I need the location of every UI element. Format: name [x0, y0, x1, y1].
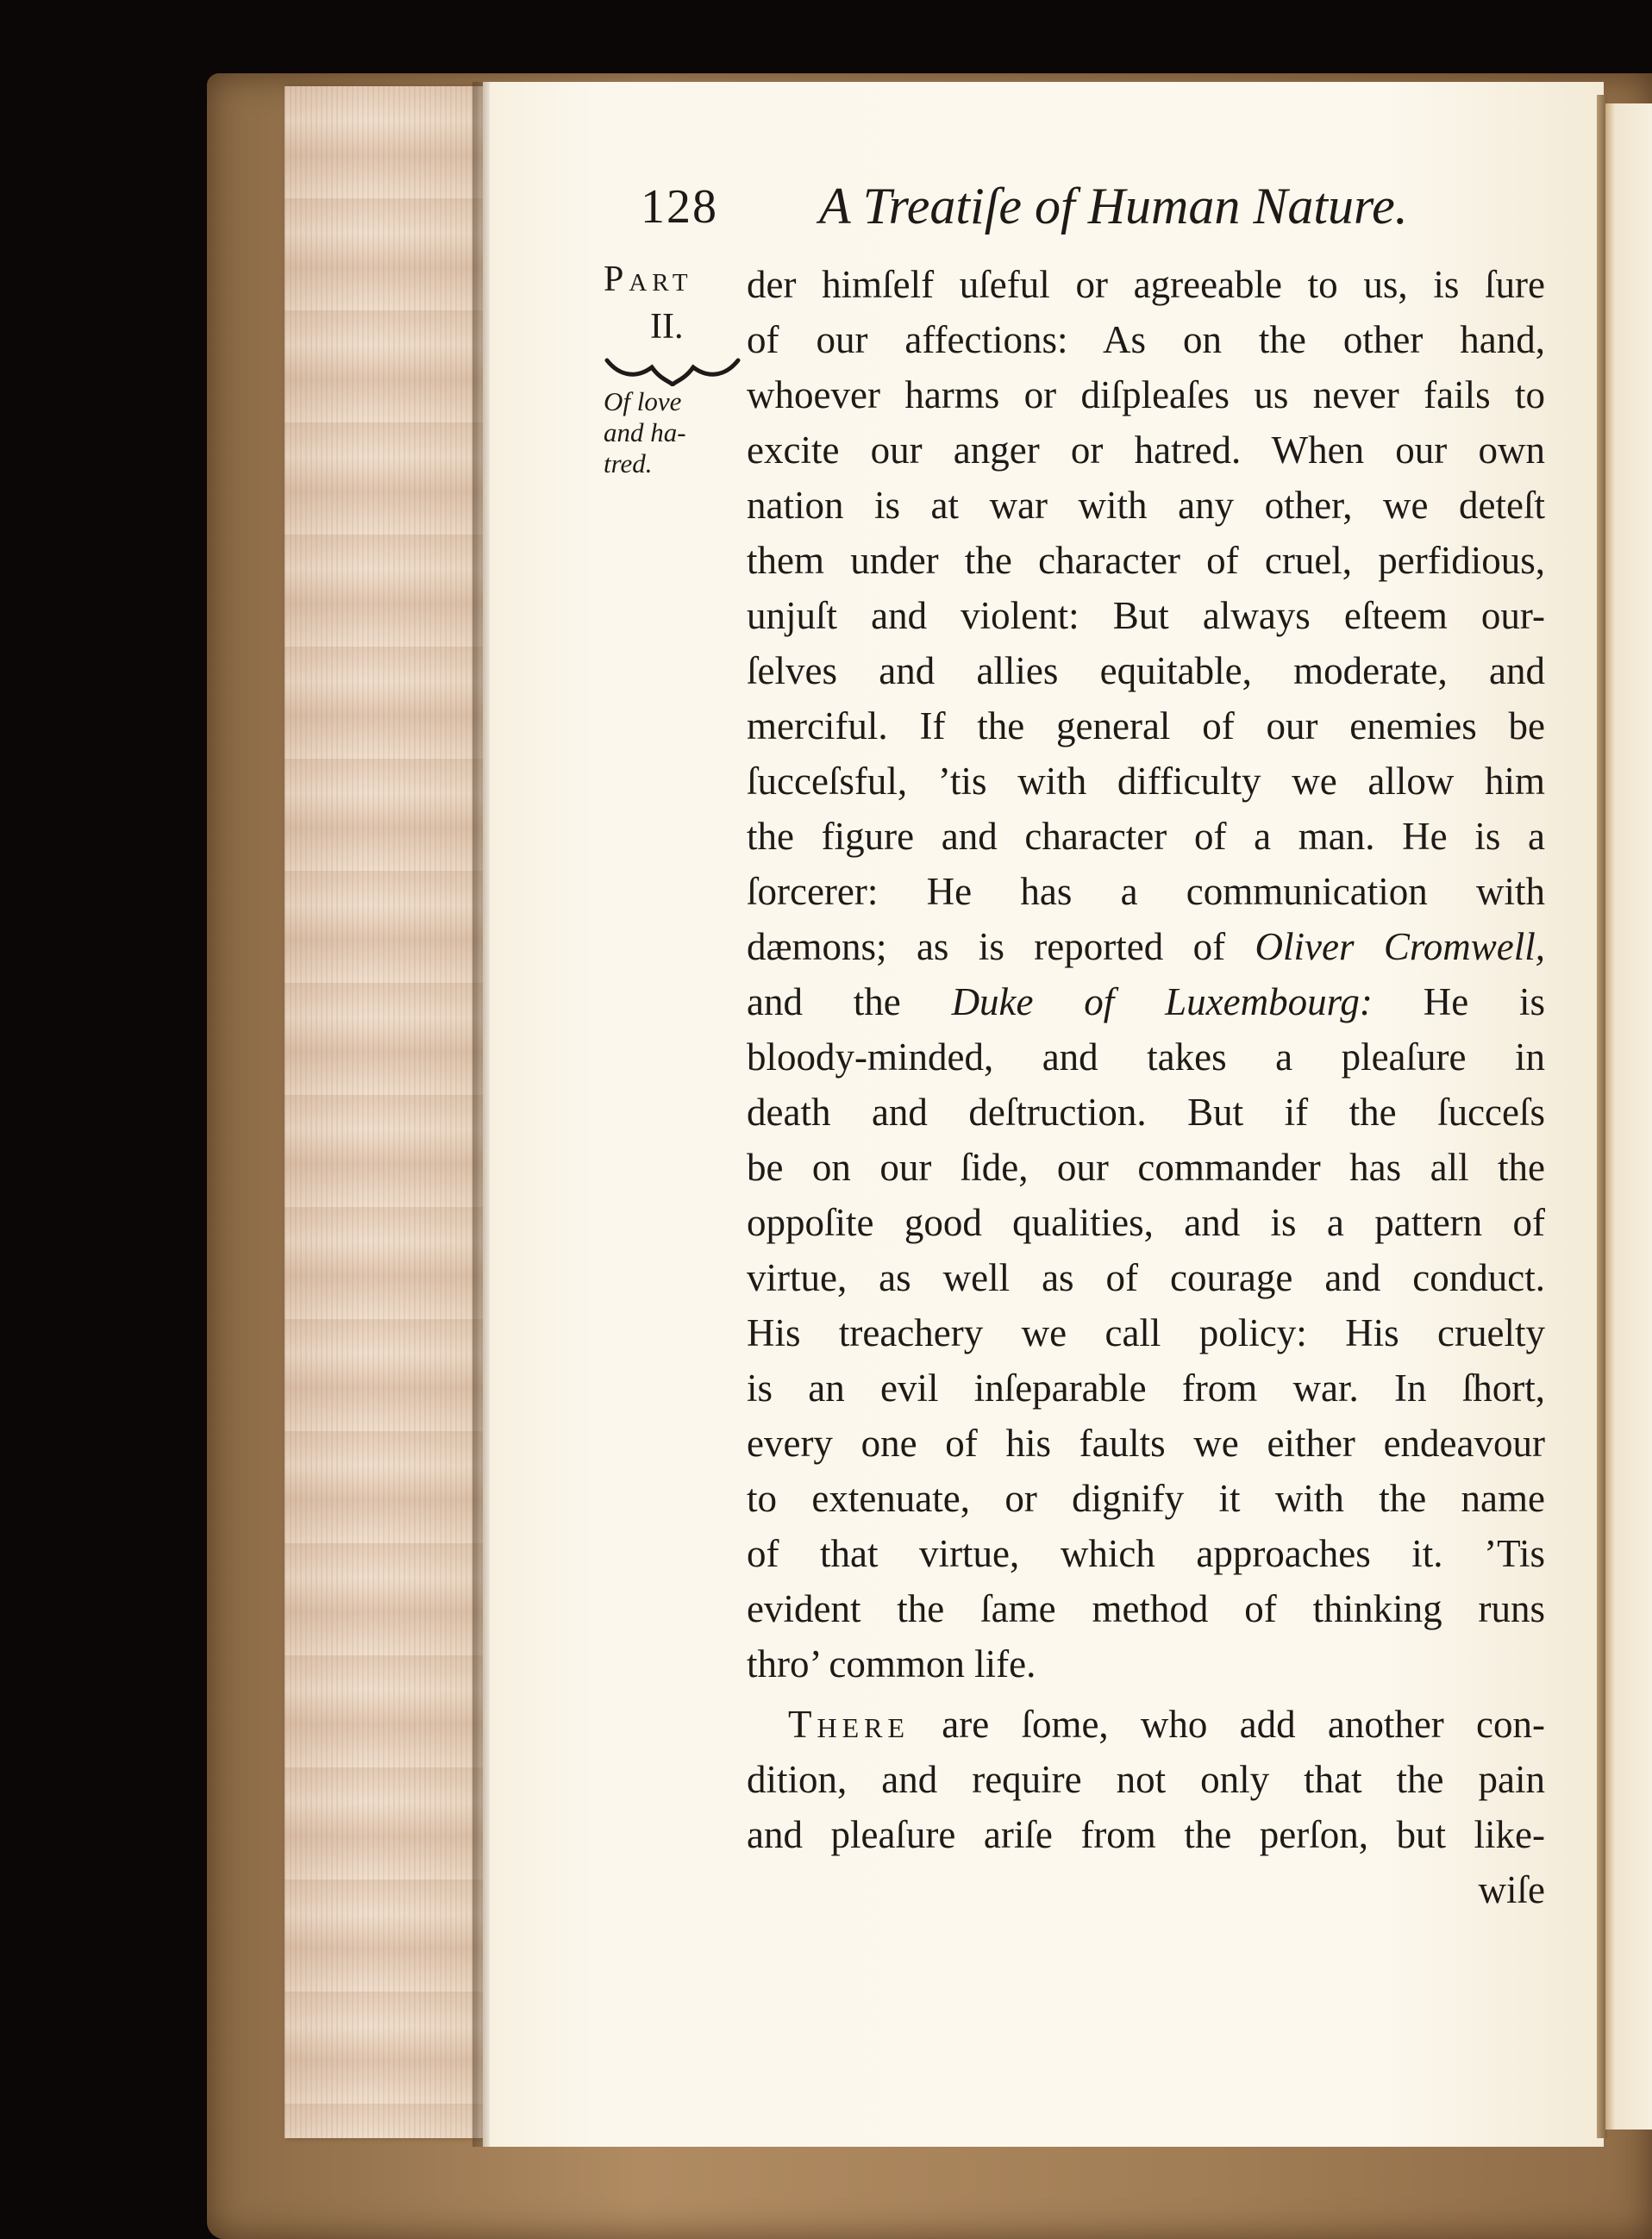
page-number: 128	[641, 180, 718, 234]
text-line: der himſelf uſeful or agreeable to us, is ſure	[747, 263, 1545, 306]
page-block-edge	[285, 86, 483, 2138]
text-line: excite our anger or hatred. When our own	[747, 428, 1545, 472]
text-line: oppoſite good qualities, and is a pattern of	[747, 1201, 1545, 1244]
margin-note-line: and ha-	[604, 417, 686, 447]
brace-ornament-icon	[604, 355, 742, 386]
margin-note	[604, 386, 742, 479]
margin-part-numeral: II.	[650, 307, 684, 347]
text-line	[747, 1697, 1545, 1752]
text-line: bloody-minded, and takes a pleaſure in	[747, 1035, 1545, 1079]
text-line: nation is at war with any other, we deteſt	[747, 484, 1545, 527]
text-line: every one of his faults we either endeavour	[747, 1422, 1545, 1465]
text-line: death and deſtruction. But if the ſucceſs	[747, 1091, 1545, 1134]
catchword: wiſe	[1478, 1868, 1545, 1911]
italic-name: Duke of Luxembourg:	[951, 980, 1373, 1023]
text-line: dition, and require not only that the pain	[747, 1758, 1545, 1801]
text-line: ſucceſsful, ’tis with difficulty we allow him	[747, 760, 1545, 803]
gutter-shadow	[472, 82, 490, 2147]
text-line: of our affections: As on the other hand,	[747, 318, 1545, 361]
paragraph-lead-word: There	[788, 1703, 910, 1746]
margin-note-line: tred.	[604, 448, 653, 478]
body-text	[747, 257, 1545, 1917]
text-segment: and the	[747, 980, 952, 1023]
text-segment: He is	[1372, 980, 1545, 1023]
text-line: unjuſt and violent: But always eſteem our-	[747, 594, 1545, 637]
running-title: A Treatiſe of Human Nature.	[819, 178, 1408, 235]
text-segment: dæmons; as is reported of	[747, 925, 1255, 968]
facing-page-edge	[1605, 103, 1652, 2130]
italic-name: Oliver Cromwell,	[1255, 925, 1546, 968]
text-line: to extenuate, or dignify it with the name	[747, 1477, 1545, 1520]
text-line: be on our ſide, our commander has all the	[747, 1146, 1545, 1189]
text-line: evident the ſame method of thinking runs	[747, 1587, 1545, 1630]
text-line: is an evil inſeparable from war. In ſhort,	[747, 1367, 1545, 1410]
margin-part-label: Part	[604, 260, 693, 299]
margin-note-line: Of love	[604, 386, 682, 416]
text-line: His treachery we call policy: His cruelty	[747, 1311, 1545, 1354]
text-line	[747, 974, 1545, 1029]
text-line: and pleaſure ariſe from the perſon, but like-	[747, 1813, 1545, 1856]
text-line	[747, 919, 1545, 974]
text-line: them under the character of cruel, perfidious,	[747, 539, 1545, 582]
text-line: of that virtue, which approaches it. ’Tis	[747, 1532, 1545, 1575]
text-line: ſorcerer: He has a communication with	[747, 870, 1545, 913]
text-segment: are ſome, who add another con-	[910, 1703, 1545, 1746]
text-line: thro’ common life.	[747, 1642, 1036, 1686]
text-line: merciful. If the general of our enemies be	[747, 704, 1545, 747]
text-line: the figure and character of a man. He is a	[747, 815, 1545, 858]
text-line: virtue, as well as of courage and conduct.	[747, 1256, 1545, 1299]
text-line: whoever harms or diſpleaſes us never fails to	[747, 373, 1545, 416]
text-line: ſelves and allies equitable, moderate, and	[747, 649, 1545, 692]
